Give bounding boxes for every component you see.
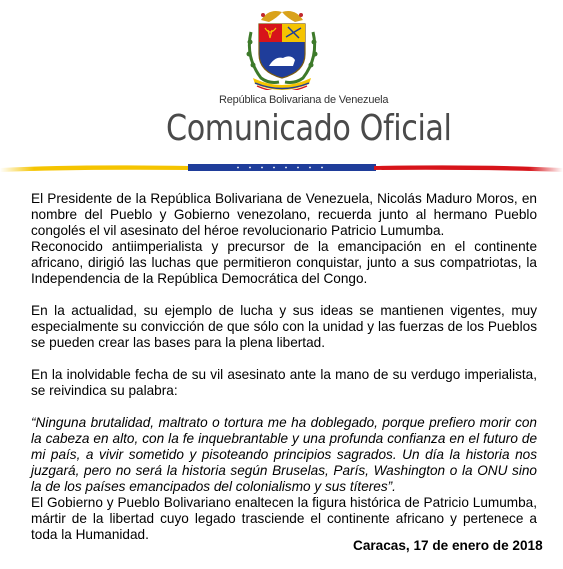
paragraph-current-relevance: En la actualidad, su ejemplo de lucha y sus ideas se mantienen vigentes, muy especialmente su convicción de que sólo con la unidad y las fuerzas de los Pueblos se pueden crear las bases para la plena libertad.	[31, 303, 537, 350]
paragraph-antiimperialist: Reconocido antiimperialista y precursor de la emancipación en el continente africano, dirigió las luchas que permitieron conquistar, junto a sus compatriotas, la Independencia de la República Democrática del Congo.	[31, 239, 537, 286]
communique-body	[31, 191, 537, 543]
paragraph-closing: El Gobierno y Pueblo Bolivariano enaltecen la figura histórica de Patricio Lumumba, mártir de la libertad cuyo legado trasciende el continente africano y pertenece a toda la Humanidad.	[31, 495, 537, 542]
paragraph-intro: El Presidente de la República Bolivariana de Venezuela, Nicolás Maduro Moros, en nombre del Pueblo y Gobierno venezolano, recuerda junto al hermano Pueblo congolés el vil asesinato del héroe revolucionario Patricio Lumumba.	[31, 191, 537, 238]
flag-stripe	[0, 161, 563, 173]
page-title: Comunicado Oficial	[166, 108, 452, 149]
place-and-date: Caracas, 17 de enero de 2018	[353, 538, 543, 553]
lumumba-quote: “Ninguna brutalidad, maltrato o tortura me ha doblegado, porque prefiero morir con la cabeza en alto, con la fe inquebrantable y una profunda confianza en el futuro de mi país, a vivir sometido y pisoteando principios sagrados. Un día la historia nos juzgará, pero no será la historia según Bruselas, París, Washington o la ONU sino la de los países emancipados del colonialismo y sus títeres”.	[31, 415, 537, 494]
letterhead	[0, 0, 563, 175]
republic-name: República Bolivariana de Venezuela	[219, 94, 389, 106]
coat-of-arms-icon	[239, 2, 325, 90]
paragraph-anniversary: En la inolvidable fecha de su vil asesinato ante la mano de su verdugo imperialista, se reivindica su palabra:	[31, 367, 537, 398]
